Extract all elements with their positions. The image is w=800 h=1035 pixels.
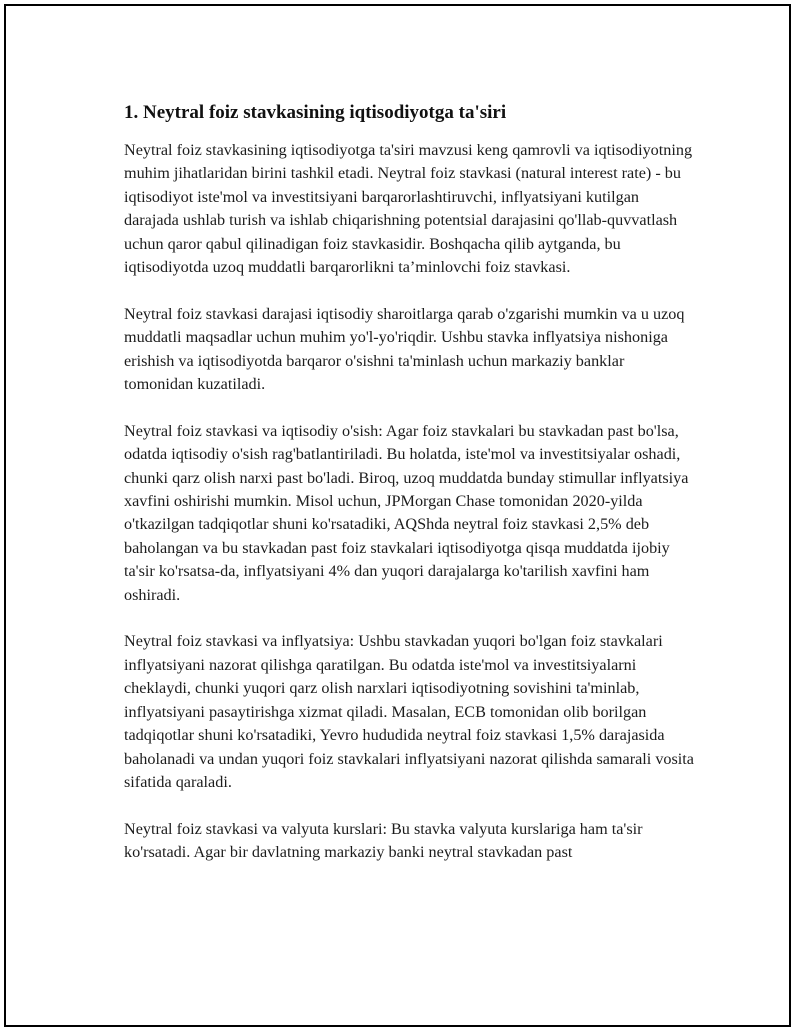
page-frame <box>4 4 791 1027</box>
paragraph-intro: Neytral foiz stavkasining iqtisodiyotga ta'siri mavzusi keng qamrovli va iqtisodiyotning muhim jihatlaridan birini tashkil etadi. Neytral foiz stavkasi (natural interest rate) - bu iqtisodiyot iste'mol va investitsiyani barqarorlashtiruvchi, inflyatsiyani kutilgan darajada ushlab turish va ishlab chiqarishning potentsial darajasini qo'llab-quvvatlash uchun qaror qabul qilinadigan foiz stavkasidir. Boshqacha qilib aytganda, bu iqtisodiyotda uzoq muddatli barqarorlikni ta’minlovchi foiz stavkasi. <box>124 141 693 277</box>
paragraph-inflation: Neytral foiz stavkasi va inflyatsiya: Ushbu stavkadan yuqori bo'lgan foiz stavkalari inflyatsiyani nazorat qilishga qaratilgan. Bu odatda iste'mol va investitsiyalarni cheklaydi, chunki yuqori qarz olish narxlari iqtisodiyotning sovishini ta'minlab, inflyatsiyani pasaytirishga xizmat qiladi. Masalan, ECB tomonidan olib borilgan tadqiqotlar shuni ko'rsatadiki, Yevro hududida neytral foiz stavkasi 1,5% darajasida baholanadi va undan yuqori foiz stavkalari inflyatsiyani nazorat qilishda samarali vosita sifatida qaraladi. <box>124 632 694 791</box>
section-heading: 1. Neytral foiz stavkasining iqtisodiyotga ta'siri <box>124 102 507 123</box>
paragraph-exchange-rates: Neytral foiz stavkasi va valyuta kurslari: Bu stavka valyuta kurslariga ham ta'sir ko'rsatadi. Agar bir davlatning markaziy banki neytral stavkadan past <box>124 819 643 862</box>
document-body <box>124 100 694 888</box>
paragraph-economic-growth: Neytral foiz stavkasi va iqtisodiy o'sish: Agar foiz stavkalari bu stavkadan past bo'lsa, odatda iqtisodiy o'sish rag'batlantiriladi. Bu holatda, iste'mol va investitsiyalar oshadi, chunki qarz olish narxi past bo'ladi. Biroq, uzoq muddatda bunday stimullar inflyatsiya xavfini oshirishi mumkin. Misol uchun, JPMorgan Chase tomonidan 2020-yilda o'tkazilgan tadqiqotlar shuni ko'rsatadiki, AQShda neytral foiz stavkasi 2,5% deb baholangan va bu stavkadan past foiz stavkalari iqtisodiyotga qisqa muddatda ijobiy ta'sir ko'rsatsa-da, inflyatsiyani 4% dan yuqori darajalarga ko'tarilish xavfini ham oshiradi. <box>124 421 689 604</box>
paragraph-rate-level: Neytral foiz stavkasi darajasi iqtisodiy sharoitlarga qarab o'zgarishi mumkin va u uzoq muddatli maqsadlar uchun muhim yo'l-yo'riqdir. Ushbu stavka inflyatsiya nishoniga erishish va iqtisodiyotda barqaror o'sishni ta'minlash uchun markaziy banklar tomonidan kuzatiladi. <box>124 304 685 394</box>
